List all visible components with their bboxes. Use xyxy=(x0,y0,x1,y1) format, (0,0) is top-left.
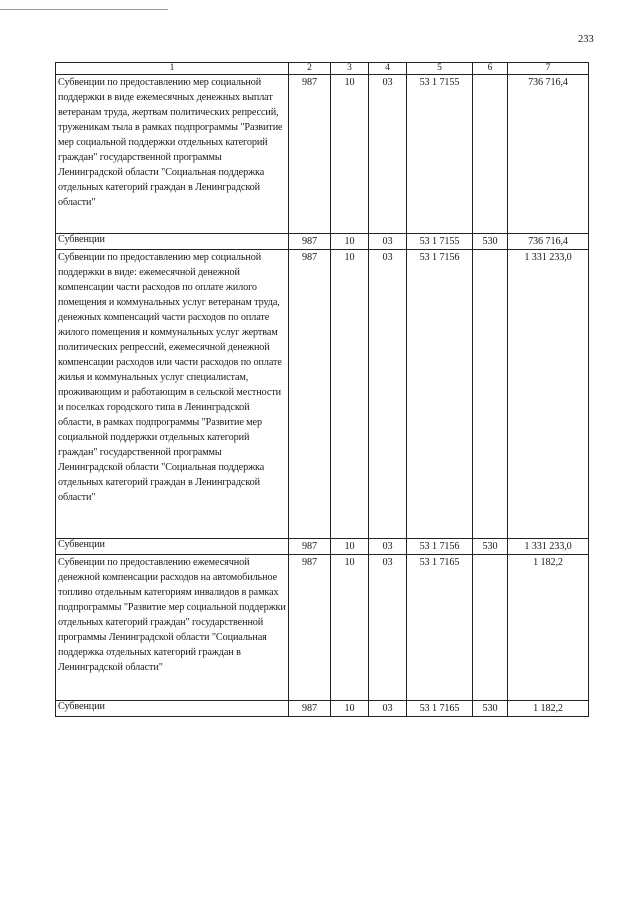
table-header-row xyxy=(56,63,589,75)
cell-ministry-code: 987 xyxy=(289,234,331,250)
cell-target-article: 53 1 7155 xyxy=(407,234,473,250)
cell-ministry-code: 987 xyxy=(289,555,331,701)
table-row xyxy=(56,234,589,250)
cell-expense-type: 530 xyxy=(473,234,508,250)
cell-section: 10 xyxy=(331,539,369,555)
cell-ministry-code: 987 xyxy=(289,539,331,555)
cell-amount: 736 716,4 xyxy=(508,234,589,250)
table-row xyxy=(56,555,589,701)
cell-subsection: 03 xyxy=(369,555,407,701)
row-description: Субвенции по предоставлению мер социальной поддержки в виде: ежемесячной денежной компенсации части расходов по оплате жилого помещения и коммунальных услуг ветеранам труда, денежных компенсаций части расходов по оплате жилого помещения и коммунальных услуг жертвам политических репрессий, ежемесячной денежной компенсации расходов или части расходов по оплате жилья и коммунальных услуг специалистам, проживающим и работающим в сельской местности и поселках городского типа в Ленинградской области, в рамках подпрограммы "Развитие мер социальной поддержки отдельных категорий граждан" государственной программы Ленинградской области "Социальная поддержка отдельных категорий граждан в Ленинградской области" xyxy=(56,250,289,539)
cell-target-article: 53 1 7156 xyxy=(407,539,473,555)
table-row xyxy=(56,539,589,555)
cell-section: 10 xyxy=(331,234,369,250)
table-row xyxy=(56,250,589,539)
row-description: Субвенции xyxy=(56,539,289,555)
cell-subsection: 03 xyxy=(369,234,407,250)
cell-expense-type xyxy=(473,250,508,539)
budget-table xyxy=(55,62,589,717)
cell-target-article: 53 1 7165 xyxy=(407,555,473,701)
page-number: 233 xyxy=(578,34,594,45)
column-header: 3 xyxy=(331,63,369,75)
column-header: 2 xyxy=(289,63,331,75)
column-header: 6 xyxy=(473,63,508,75)
cell-expense-type: 530 xyxy=(473,701,508,717)
cell-expense-type: 530 xyxy=(473,539,508,555)
cell-expense-type xyxy=(473,75,508,234)
cell-ministry-code: 987 xyxy=(289,250,331,539)
cell-ministry-code: 987 xyxy=(289,75,331,234)
column-header: 7 xyxy=(508,63,589,75)
cell-amount: 736 716,4 xyxy=(508,75,589,234)
cell-subsection: 03 xyxy=(369,539,407,555)
cell-amount: 1 182,2 xyxy=(508,701,589,717)
cell-subsection: 03 xyxy=(369,250,407,539)
row-description: Субвенции xyxy=(56,701,289,717)
cell-amount: 1 331 233,0 xyxy=(508,539,589,555)
cell-section: 10 xyxy=(331,75,369,234)
table-row xyxy=(56,701,589,717)
row-description: Субвенции по предоставлению ежемесячной денежной компенсации расходов на автомобильное топливо отдельным категориям инвалидов в рамках подпрограммы "Развитие мер социальной поддержки отдельных категорий граждан" государственной программы Ленинградской области "Социальная поддержка отдельных категорий граждан в Ленинградской области" xyxy=(56,555,289,701)
cell-subsection: 03 xyxy=(369,701,407,717)
table-row xyxy=(56,75,589,234)
cell-subsection: 03 xyxy=(369,75,407,234)
cell-section: 10 xyxy=(331,555,369,701)
cell-target-article: 53 1 7165 xyxy=(407,701,473,717)
row-description: Субвенции xyxy=(56,234,289,250)
column-header: 5 xyxy=(407,63,473,75)
cell-target-article: 53 1 7156 xyxy=(407,250,473,539)
top-rule xyxy=(0,9,168,10)
cell-amount: 1 182,2 xyxy=(508,555,589,701)
cell-target-article: 53 1 7155 xyxy=(407,75,473,234)
column-header: 4 xyxy=(369,63,407,75)
cell-section: 10 xyxy=(331,250,369,539)
cell-ministry-code: 987 xyxy=(289,701,331,717)
cell-section: 10 xyxy=(331,701,369,717)
row-description: Субвенции по предоставлению мер социальной поддержки в виде ежемесячных денежных выплат ветеранам труда, жертвам политических репрессий, труженикам тыла в рамках подпрограммы "Развитие мер социальной поддержки отдельных категорий граждан" государственной программы Ленинградской области "Социальная поддержка отдельных категорий граждан в Ленинградской области" xyxy=(56,75,289,234)
cell-amount: 1 331 233,0 xyxy=(508,250,589,539)
column-header: 1 xyxy=(56,63,289,75)
cell-expense-type xyxy=(473,555,508,701)
